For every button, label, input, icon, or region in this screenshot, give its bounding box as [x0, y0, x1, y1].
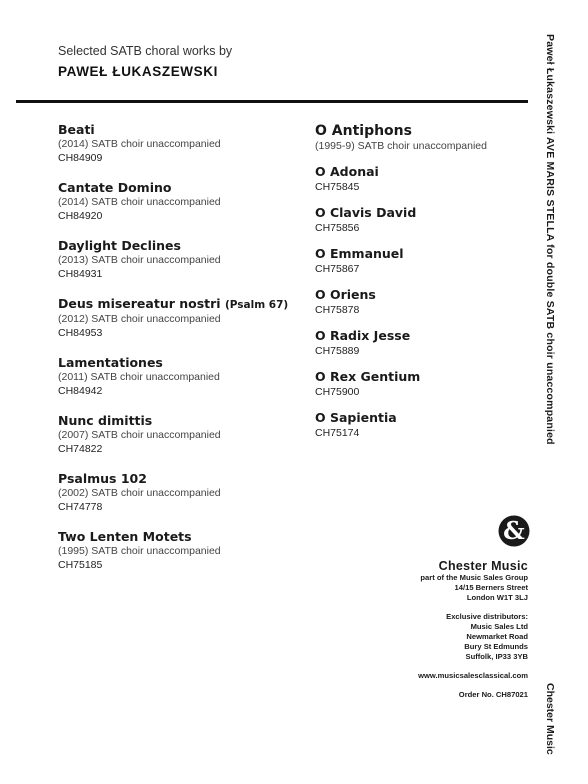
work-item — [315, 369, 515, 399]
work-code: CH75889 — [315, 345, 360, 357]
work-meta: (2014) SATB choir unaccompanied — [58, 196, 221, 208]
header-rule — [16, 100, 528, 103]
publisher-address-line: 14/15 Berners Street — [454, 583, 528, 592]
work-item — [315, 246, 515, 276]
work-title-sub: (Psalm 67) — [224, 299, 289, 311]
work-title: Deus misereatur nostri — [58, 296, 221, 311]
work-title: Beati — [58, 122, 95, 137]
work-group-meta: (1995-9) SATB choir unaccompanied — [315, 140, 487, 152]
work-title: O Oriens — [315, 287, 376, 302]
composer-name: PAWEŁ ŁUKASZEWSKI — [58, 64, 218, 79]
work-code: CH74778 — [58, 501, 103, 513]
work-item — [58, 529, 298, 572]
work-code: CH75174 — [315, 427, 360, 439]
work-code: CH75878 — [315, 304, 360, 316]
work-code: CH75856 — [315, 222, 360, 234]
work-item — [315, 287, 515, 317]
work-code: CH84920 — [58, 210, 103, 222]
order-number: Order No. CH87021 — [458, 690, 528, 699]
work-group-heading — [315, 122, 515, 153]
chester-logo-icon — [498, 515, 530, 547]
work-meta: (2011) SATB choir unaccompanied — [58, 371, 220, 383]
left-works-column — [58, 122, 298, 587]
header-subtitle: Selected SATB choral works by — [58, 44, 233, 58]
work-meta: (2013) SATB choir unaccompanied — [58, 254, 221, 266]
work-item — [58, 296, 298, 340]
work-code: CH84931 — [58, 268, 103, 280]
work-title: Two Lenten Motets — [58, 529, 192, 544]
work-code: CH84953 — [58, 327, 103, 339]
work-title: O Radix Jesse — [315, 328, 411, 343]
work-item — [58, 413, 298, 456]
spine-title: Paweł Łukaszewski AVE MARIS STELLA for double SATB choir unaccompanied — [544, 34, 556, 445]
work-title: Daylight Declines — [58, 238, 181, 253]
right-works-column — [315, 122, 515, 451]
work-meta: (2007) SATB choir unaccompanied — [58, 429, 221, 441]
work-item — [58, 471, 298, 514]
work-code: CH75900 — [315, 386, 360, 398]
publisher-address-line: London W1T 3LJ — [466, 593, 528, 602]
work-group-title: O Antiphons — [315, 123, 412, 139]
work-item — [315, 410, 515, 440]
work-title: O Clavis David — [315, 205, 417, 220]
distributor-line: Suffolk, IP33 3YB — [465, 652, 528, 661]
publisher-name: Chester Music — [438, 559, 528, 573]
work-title: Lamentationes — [58, 355, 163, 370]
work-meta: (2012) SATB choir unaccompanied — [58, 313, 221, 325]
work-item — [315, 205, 515, 235]
work-meta: (2014) SATB choir unaccompanied — [58, 138, 221, 150]
distributor-line: Newmarket Road — [466, 632, 528, 641]
work-item — [315, 164, 515, 194]
work-code: CH75845 — [315, 181, 360, 193]
work-title: O Rex Gentium — [315, 369, 421, 384]
work-title: Psalmus 102 — [58, 471, 147, 486]
work-item — [58, 122, 298, 165]
logo-glyph: & — [503, 516, 525, 545]
work-code: CH75185 — [58, 559, 103, 571]
work-item — [58, 238, 298, 281]
publisher-block — [418, 559, 528, 700]
work-code: CH75867 — [315, 263, 360, 275]
work-item — [58, 355, 298, 398]
work-code: CH74822 — [58, 443, 103, 455]
work-title: O Emmanuel — [315, 246, 404, 261]
work-title: Nunc dimittis — [58, 413, 153, 428]
work-meta: (1995) SATB choir unaccompanied — [58, 545, 221, 557]
work-title-row — [58, 296, 298, 313]
work-meta: (2002) SATB choir unaccompanied — [58, 487, 221, 499]
spine-publisher: Chester Music — [544, 683, 556, 755]
work-code: CH84909 — [58, 152, 103, 164]
publisher-website: www.musicsalesclassical.com — [418, 671, 528, 680]
publisher-group: part of the Music Sales Group — [420, 573, 528, 582]
work-item — [315, 328, 515, 358]
work-title: O Adonai — [315, 164, 379, 179]
work-title: Cantate Domino — [58, 180, 172, 195]
distributor-label: Exclusive distributors: — [446, 612, 528, 621]
work-item — [58, 180, 298, 223]
distributor-line: Bury St Edmunds — [464, 642, 528, 651]
work-code: CH84942 — [58, 385, 103, 397]
work-title: O Sapientia — [315, 410, 397, 425]
distributor-line: Music Sales Ltd — [470, 622, 528, 631]
